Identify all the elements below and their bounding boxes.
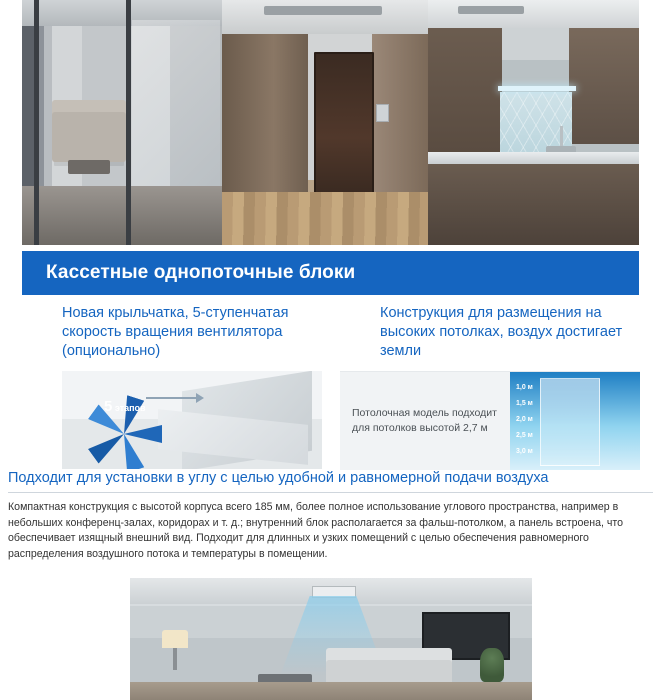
room-volume-outline [540, 378, 600, 466]
photo-living-room-with-airflow [130, 578, 532, 700]
upper-cabinets-right [569, 24, 639, 144]
coffee-table [68, 160, 110, 174]
kitchen-faucet [560, 126, 563, 148]
scale-mark: 2,0 м [516, 416, 533, 423]
wall-control-panel [376, 104, 389, 122]
fan-stage-number: 5 [104, 398, 113, 415]
feature-fan-speed [22, 304, 322, 470]
ceiling-air-slot [264, 6, 382, 15]
diagram-caption-area [340, 372, 510, 470]
photo-grey-room-with-glass-partition [22, 0, 222, 245]
scale-mark: 1,5 м [516, 400, 533, 407]
photo-corridor-with-dark-door [222, 0, 428, 245]
ceiling [428, 0, 639, 28]
sofa [52, 112, 126, 162]
pinwheel-icon [84, 385, 164, 465]
floor-lamp-stand [173, 648, 177, 670]
fan-stage-text: этапов [114, 403, 146, 413]
countertop [428, 152, 639, 164]
fan-blade [88, 427, 129, 464]
body-paragraph: Компактная конструкция с высотой корпуса всего 185 мм, более полное использование углового пространства, например в небольших конференц-залах, коридорах и т. д.; внутренний блок располагается за фальш-потолком, а панель встроена, что обеспечивает изящный внешний вид. Подходит для длинных и узких помещений с целью обеспечения равномерного распределения воздушного потока и температуры в помещении. [8, 501, 624, 560]
scale-mark: 3,0 м [516, 448, 533, 455]
fan-stage-label [104, 398, 146, 415]
page-title: Кассетные однопоточные блоки [46, 262, 356, 283]
floor [22, 186, 222, 245]
section-heading: Подходит для установки в углу с целью удобной и равномерной подачи воздуха [8, 470, 653, 493]
base-cabinets [428, 164, 639, 245]
upper-cabinets-left [428, 24, 502, 152]
led-strip [498, 86, 576, 91]
wood-floor [222, 192, 428, 245]
glass-panel [132, 20, 220, 190]
feature-high-ceiling [340, 304, 640, 470]
feature-columns [22, 304, 639, 470]
feature-heading: Новая крыльчатка, 5-ступенчатая скорость вращения вентилятора (опционально) [62, 305, 289, 359]
potted-plant [480, 648, 504, 682]
pinwheel-fan-diagram [62, 371, 322, 469]
section-body [8, 500, 656, 562]
airflow-gradient-graphic [510, 372, 640, 470]
photo-modern-kitchen [428, 0, 639, 245]
diagram-caption: Потолочная модель подходит для потолков высотой 2,7 м [352, 407, 497, 434]
scale-mark: 1,0 м [516, 384, 533, 391]
window-mullion [126, 0, 131, 245]
window-mullion [34, 0, 39, 245]
fan-blade [124, 425, 162, 443]
height-scale [516, 380, 533, 460]
entry-door [314, 52, 374, 196]
floor-lamp-shade [162, 630, 188, 648]
floor [130, 682, 532, 700]
feature-heading: Конструкция для размещения на высоких потолках, воздух достигает земли [380, 305, 623, 359]
section-title-bar [22, 251, 639, 295]
scale-mark: 2,5 м [516, 432, 533, 439]
ceiling-air-slot [458, 6, 524, 14]
hero-photo-band [22, 0, 639, 245]
ceiling-height-airflow-diagram [340, 371, 640, 470]
